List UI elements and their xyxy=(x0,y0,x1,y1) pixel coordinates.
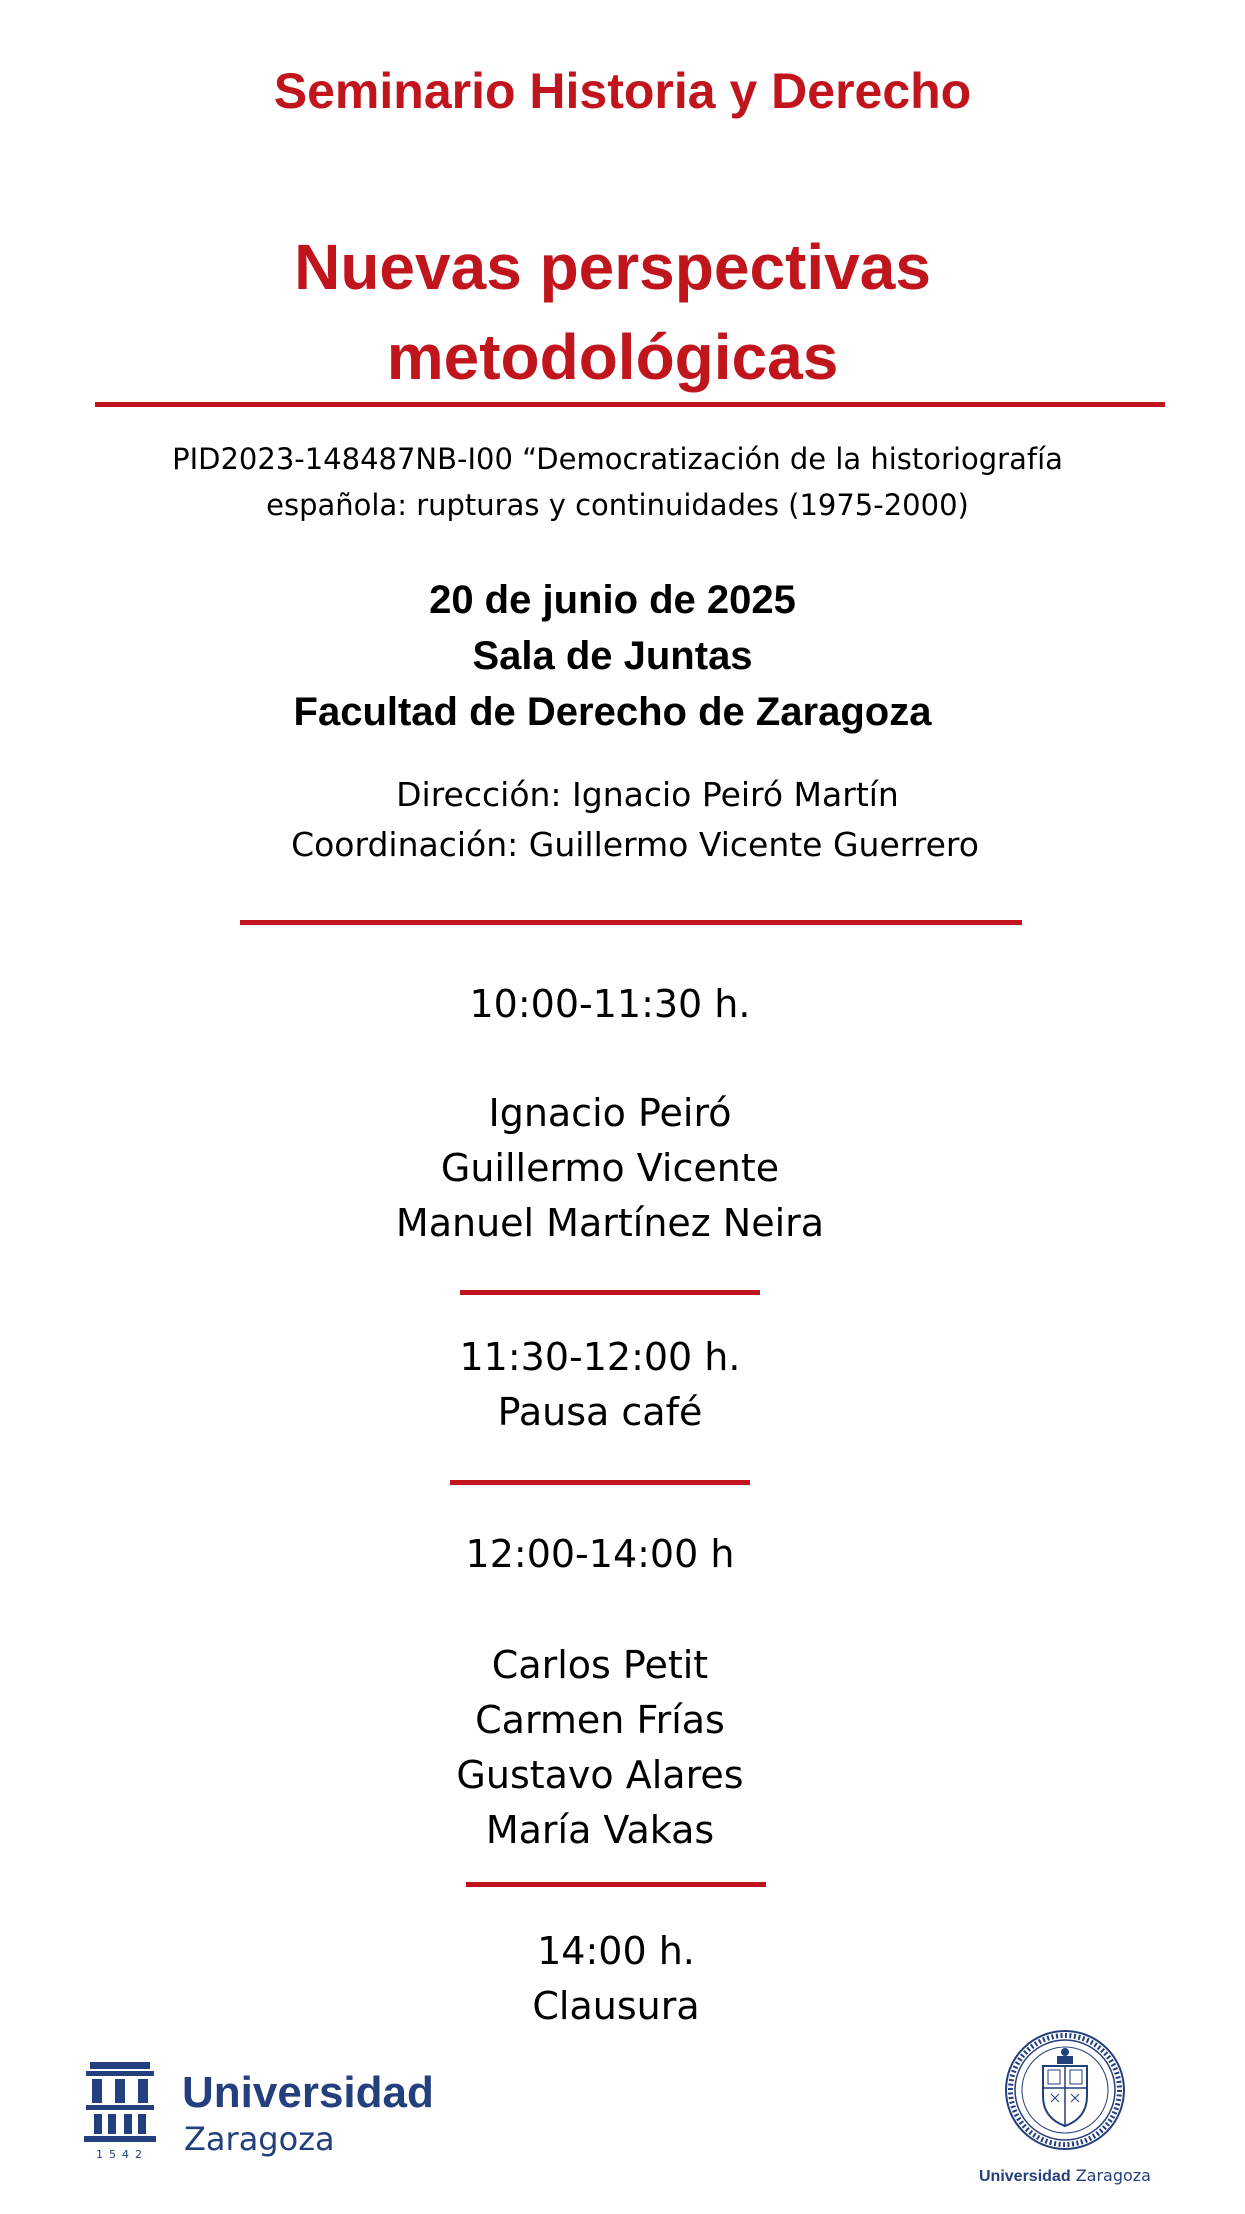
main-title-line2: metodológicas xyxy=(386,321,839,393)
speaker: Gustavo Alares xyxy=(456,1753,744,1797)
project-description xyxy=(0,436,1245,528)
session-2-divider xyxy=(450,1480,750,1485)
speaker: Carmen Frías xyxy=(475,1698,725,1742)
university-logo-right xyxy=(955,2028,1175,2188)
session-2-time: 11:30-12:00 h. xyxy=(459,1335,741,1379)
speaker: Guillermo Vicente xyxy=(440,1146,780,1190)
event-room: Sala de Juntas xyxy=(472,634,753,678)
speaker: Carlos Petit xyxy=(491,1643,709,1687)
right-logo-name: Universidad xyxy=(979,2168,1071,2185)
right-logo-text xyxy=(955,2166,1175,2186)
right-logo-city: Zaragoza xyxy=(1075,2166,1151,2185)
session-1-speakers xyxy=(0,1086,1220,1251)
session-3-speakers xyxy=(0,1638,1200,1858)
university-logo-left xyxy=(84,2058,444,2178)
university-building-icon xyxy=(84,2062,156,2162)
left-logo-name: Universidad xyxy=(182,2068,434,2117)
session-4-time: 14:00 h. xyxy=(537,1929,695,1973)
event-venue: Facultad de Derecho de Zaragoza xyxy=(293,690,932,734)
session-4 xyxy=(0,1924,1232,2034)
session-4-label: Clausura xyxy=(532,1984,700,2028)
main-title-line1: Nuevas perspectivas xyxy=(294,231,931,303)
main-title xyxy=(0,222,1245,402)
event-info xyxy=(0,572,1245,740)
direction: Dirección: Ignacio Peiró Martín xyxy=(396,775,899,814)
session-3-time: 12:00-14:00 h xyxy=(465,1532,735,1576)
coordination: Coordinación: Guillermo Vicente Guerrero xyxy=(291,825,979,864)
speaker: María Vakas xyxy=(485,1808,715,1852)
event-date: 20 de junio de 2025 xyxy=(429,578,796,622)
header-divider xyxy=(95,402,1165,407)
seminar-title: Seminario Historia y Derecho xyxy=(273,63,972,119)
university-seal-icon xyxy=(1003,2028,1127,2152)
left-logo-city: Zaragoza xyxy=(184,2120,335,2158)
session-1-divider xyxy=(460,1290,760,1295)
speaker: Ignacio Peiró xyxy=(488,1091,732,1135)
session-2 xyxy=(0,1330,1200,1440)
project-line1: PID2023-148487NB-I00 “Democratización de la historiografía xyxy=(172,442,1063,476)
organizers xyxy=(0,770,1245,870)
project-line2: española: rupturas y continuidades (1975-2000) xyxy=(266,488,969,522)
session-1-time: 10:00-11:30 h. xyxy=(469,982,751,1026)
left-logo-year: 1542 xyxy=(96,2148,148,2161)
session-2-label: Pausa café xyxy=(497,1390,703,1434)
organizers-divider xyxy=(240,920,1022,925)
session-3-divider xyxy=(466,1882,766,1887)
speaker: Manuel Martínez Neira xyxy=(395,1201,825,1245)
